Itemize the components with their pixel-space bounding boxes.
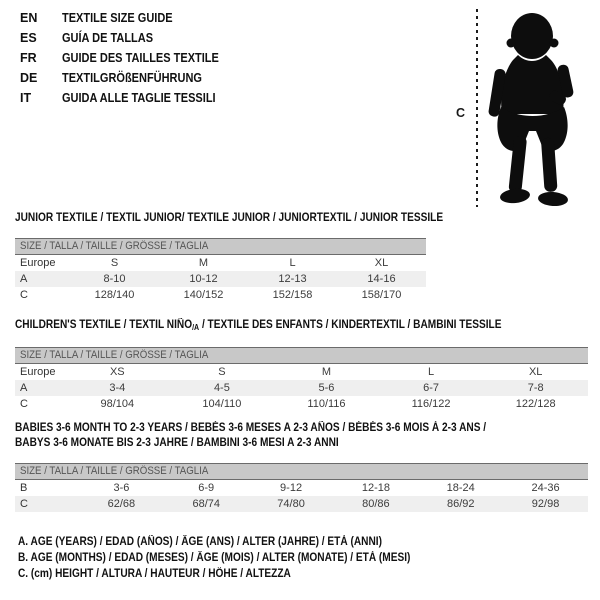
size-cell: 110/116 [307, 398, 346, 410]
size-cell: 92/98 [531, 498, 560, 510]
size-cell: 7-8 [527, 382, 544, 394]
size-cell: S [218, 366, 226, 378]
size-cell: 5-6 [318, 382, 335, 394]
row-label: Europe [20, 366, 56, 378]
language-label: GUÍA DE TALLAS [62, 31, 154, 45]
size-header-bar: SIZE / TALLA / TAILLE / GRÖSSE / TAGLIA [15, 238, 426, 255]
table-title-junior: JUNIOR TEXTILE / TEXTIL JUNIOR/ TEXTILE JUNIOR / JUNIORTEXTIL / JUNIOR TESSILE [15, 212, 444, 224]
size-cell: XL [528, 366, 543, 378]
size-cell: 128/140 [94, 289, 135, 301]
size-header-bar: SIZE / TALLA / TAILLE / GRÖSSE / TAGLIA [15, 347, 588, 364]
size-cell: 24-36 [531, 482, 560, 494]
size-cell: L [289, 257, 296, 269]
size-cell: 12-13 [278, 273, 307, 285]
size-table-section-babies [15, 421, 588, 512]
size-cell: 152/158 [272, 289, 313, 301]
size-cell: XL [374, 257, 389, 269]
size-table-section-junior [15, 211, 444, 303]
row-label: B [20, 482, 28, 494]
size-cell: S [110, 257, 119, 269]
size-table-section-children [15, 318, 588, 412]
table-title-babies: BABIES 3-6 MONTH TO 2-3 YEARS / BEBÉS 3-6 MESES A 2-3 AÑOS / BÉBÉS 3-6 MOIS À 2-3 ANS / BABYS 3-6 MONATE BIS 2-3 JAHRE / BAMBINI 3-6 MESI A 2-3 ANNI [15, 422, 487, 449]
size-cell: 3-6 [113, 482, 130, 494]
language-code: DE [20, 71, 38, 85]
language-row [20, 68, 240, 88]
size-cell: 158/170 [361, 289, 402, 301]
size-cell: 116/122 [411, 398, 451, 410]
language-code: FR [20, 51, 37, 65]
size-cell: 140/152 [183, 289, 224, 301]
language-code: ES [20, 31, 37, 45]
language-code: EN [20, 11, 38, 25]
size-table-junior [15, 255, 426, 303]
table-row [15, 287, 426, 303]
table-row [15, 396, 588, 412]
size-cell: 12-18 [361, 482, 390, 494]
size-cell: 68/74 [192, 498, 220, 510]
size-cell: 9-12 [280, 482, 303, 494]
size-cell: 80/86 [362, 498, 390, 510]
size-cell: M [198, 257, 209, 269]
size-cell: 3-4 [109, 382, 126, 394]
row-label: A [20, 382, 28, 394]
size-header-bar: SIZE / TALLA / TAILLE / GRÖSSE / TAGLIA [15, 463, 588, 480]
language-row [20, 88, 240, 108]
table-row [15, 271, 426, 287]
table-row [15, 255, 426, 271]
footnotes [18, 534, 464, 582]
size-cell: 18-24 [446, 482, 475, 494]
footnote-line: B. AGE (MONTHS) / EDAD (MESES) / ÂGE (MOIS) / ALTER (MONATE) / ETÀ (MESI) [18, 552, 411, 564]
size-cell: 74/80 [277, 498, 305, 510]
toddler-silhouette-icon [488, 8, 580, 208]
size-cell: 8-10 [103, 273, 126, 285]
language-list [20, 8, 240, 108]
language-code: IT [20, 91, 32, 105]
size-cell: 86/92 [446, 498, 475, 510]
language-row [20, 48, 240, 68]
size-cell: 10-12 [189, 273, 218, 285]
size-cell: L [428, 366, 435, 378]
row-label: C [20, 398, 28, 410]
language-row [20, 8, 240, 28]
size-cell: 4-5 [213, 382, 230, 394]
height-figure [455, 5, 597, 212]
footnote-line: C. (cm) HEIGHT / ALTURA / HAUTEUR / HÖHE / ALTEZZA [18, 568, 291, 580]
table-row [15, 480, 588, 496]
row-label: A [20, 273, 28, 285]
footnote-line: A. AGE (YEARS) / EDAD (AÑOS) / ÂGE (ANS) / ALTER (JAHRE) / ETÀ (ANNI) [18, 536, 382, 548]
language-row [20, 28, 240, 48]
table-row [15, 496, 588, 512]
language-label: TEXTILGRÖßENFÜHRUNG [62, 71, 202, 85]
size-cell: XS [109, 366, 125, 378]
size-cell: 6-7 [423, 382, 440, 394]
height-dotted-line-icon [476, 9, 478, 207]
size-cell: 122/128 [515, 398, 556, 410]
size-cell: M [321, 366, 332, 378]
size-cell: 14-16 [367, 273, 396, 285]
size-table-babies [15, 480, 588, 512]
row-label: C [20, 498, 28, 510]
row-label: C [20, 289, 28, 301]
size-cell: 62/68 [107, 498, 136, 510]
title-subscript: /A [192, 323, 200, 332]
language-label: GUIDA ALLE TAGLIE TESSILI [62, 91, 216, 105]
language-label: GUIDE DES TAILLES TEXTILE [62, 51, 219, 65]
table-row [15, 380, 588, 396]
language-label: TEXTILE SIZE GUIDE [62, 11, 173, 25]
size-table-children [15, 364, 588, 412]
size-cell: 104/110 [202, 398, 242, 410]
size-cell: 6-9 [198, 482, 215, 494]
height-marker-label: C [456, 106, 466, 120]
row-label: Europe [20, 257, 56, 269]
size-cell: 98/104 [100, 398, 135, 410]
table-row [15, 364, 588, 380]
table-title-children: CHILDREN'S TEXTILE / TEXTIL $NIÑO_{/A}$ / TEXTILE DES ENFANTS / KINDERTEXTIL / BAMBINI TESSILE [15, 319, 502, 332]
